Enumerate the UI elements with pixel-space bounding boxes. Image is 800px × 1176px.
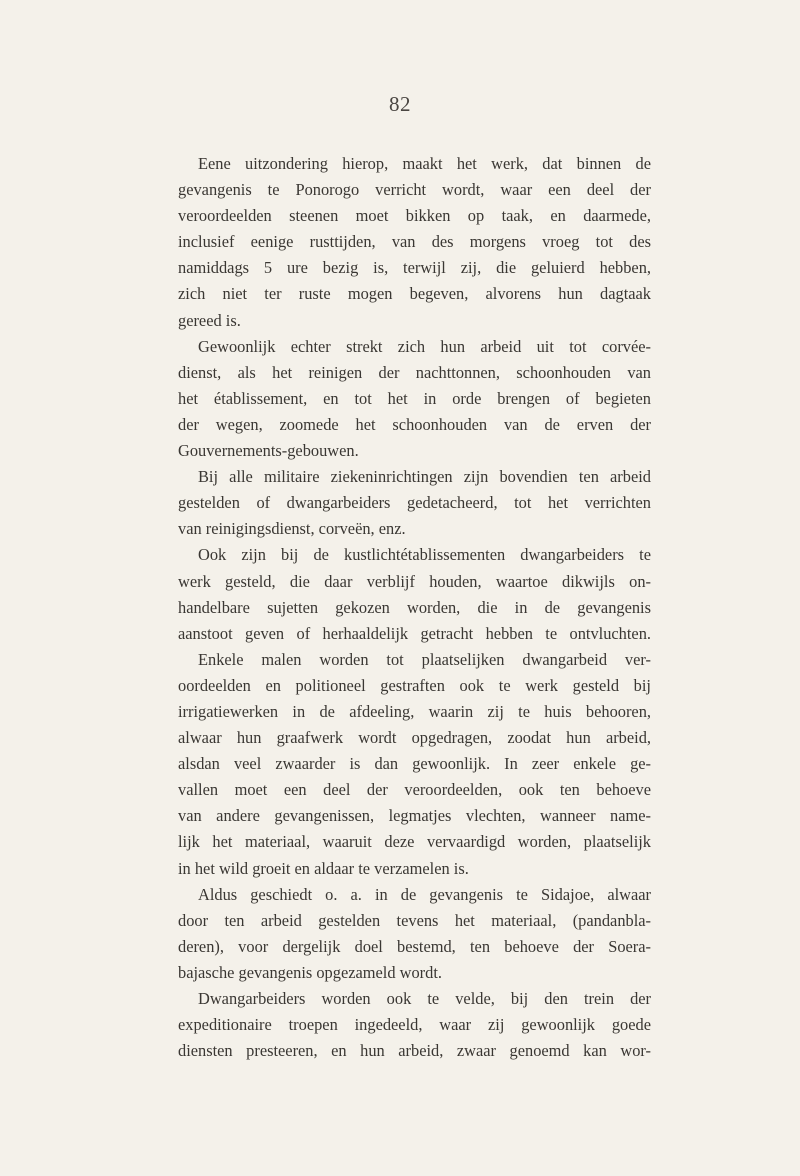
text-line: namiddags 5 ure bezig is, terwijl zij, die geluierd hebben, [178, 258, 651, 278]
text-line: handelbare sujetten gekozen worden, die in de gevangenis [178, 597, 651, 617]
text-line: lijk het materiaal, waaruit deze vervaardigd worden, plaatselijk [178, 832, 651, 852]
text-line: Gewoonlijk echter strekt zich hun arbeid uit tot corvée- [198, 336, 651, 356]
text-line: Gouvernements-gebouwen. [178, 441, 359, 461]
text-line: Aldus geschiedt o. a. in de gevangenis te Sidajoe, alwaar [198, 884, 651, 904]
text-line: gevangenis te Ponorogo verricht wordt, waar een deel der [178, 180, 651, 200]
text-line: vallen moet een deel der veroordeelden, ook ten behoeve [178, 780, 651, 800]
text-line: Ook zijn bij de kustlichtétablissementen dwangarbeiders te [198, 545, 651, 565]
text-line: werk gesteld, die daar verblijf houden, waartoe dikwijls on- [178, 571, 651, 591]
text-line: Eene uitzondering hierop, maakt het werk, dat binnen de [198, 154, 651, 173]
text-line: van reinigingsdienst, corveën, enz. [178, 519, 406, 539]
text-line: Bij alle militaire ziekeninrichtingen zijn bovendien ten arbeid [198, 467, 651, 487]
text-line: irrigatiewerken in de afdeeling, waarin zij te huis behooren, [178, 701, 651, 721]
text-line: van andere gevangenissen, legmatjes vlechten, wanneer name- [178, 806, 651, 826]
text-line: Enkele malen worden tot plaatselijken dwangarbeid ver- [198, 649, 651, 669]
text-line: der wegen, zoomede het schoonhouden van de erven der [178, 414, 651, 434]
text-line: oordeelden en politioneel gestraften ook te werk gesteld bij [178, 675, 651, 695]
text-line: diensten presteeren, en hun arbeid, zwaar genoemd kan wor- [178, 1041, 651, 1061]
text-line: bajasche gevangenis opgezameld wordt. [178, 962, 442, 982]
text-line: gestelden of dwangarbeiders gedetacheerd, tot het verrichten [178, 493, 651, 513]
text-line: door ten arbeid gestelden tevens het materiaal, (pandanbla- [178, 910, 651, 930]
text-line: Dwangarbeiders worden ook te velde, bij den trein der [198, 989, 651, 1008]
text-line: zich niet ter ruste mogen begeven, alvorens hun dagtaak [178, 284, 651, 304]
text-line: inclusief eenige rusttijden, van des morgens vroeg tot des [178, 232, 651, 252]
text-line: in het wild groeit en aldaar te verzamelen is. [178, 858, 469, 878]
text-line: deren), voor dergelijk doel bestemd, ten behoeve der Soera- [178, 936, 651, 956]
body-text [178, 151, 651, 1064]
text-line: dienst, als het reinigen der nachttonnen, schoonhouden van [178, 362, 651, 382]
text-line: alsdan veel zwaarder is dan gewoonlijk. In zeer enkele ge- [178, 754, 651, 774]
page-number: 82 [389, 92, 411, 116]
text-line: veroordeelden steenen moet bikken op taak, en daarmede, [178, 206, 651, 226]
text-line: aanstoot geven of herhaaldelijk getracht hebben te ontvluchten. [178, 623, 651, 643]
text-line: expeditionaire troepen ingedeeld, waar zij gewoonlijk goede [178, 1015, 651, 1035]
text-line: gereed is. [178, 310, 241, 330]
text-line: alwaar hun graafwerk wordt opgedragen, zoodat hun arbeid, [178, 728, 651, 748]
text-line: het établissement, en tot het in orde brengen of begieten [178, 388, 651, 408]
